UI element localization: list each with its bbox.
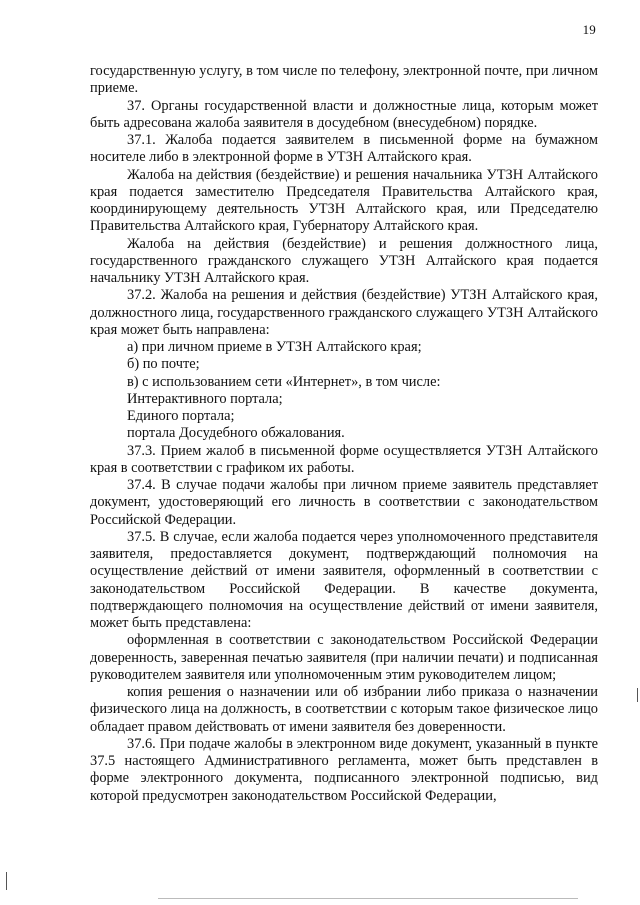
paragraph-37-1: 37.1. Жалоба подается заявителем в письменной форме на бумажном носителе либо в электронной форме в УТЗН Алтайского края.: [90, 132, 598, 166]
document-body: [90, 63, 598, 805]
paragraph-37-5: 37.5. В случае, если жалоба подается через уполномоченного представителя заявителя, предоставляется документ, подтверждающий полномочия на осуществление действий от имени заявителя, оформленный в соответствии с законодательством Российской Федерации. В качестве документа, подтверждающего полномочия на осуществление действий от имени заявителя, может быть представлена:: [90, 528, 598, 631]
list-item-unified-portal: Единого портала;: [127, 408, 235, 424]
scan-artifact-left: [6, 872, 7, 890]
paragraph-37-2: 37.2. Жалоба на решения и действия (бездействие) УТЗН Алтайского края, должностного лица, государственного гражданского служащего УТЗН Алтайского края может быть направлена:: [90, 287, 598, 338]
paragraph-complaint-official: Жалоба на действия (бездействие) и решения должностного лица, государственного гражданского служащего УТЗН Алтайского края подается начальнику УТЗН Алтайского края.: [90, 235, 598, 286]
paragraph-37-6: 37.6. При подаче жалобы в электронном виде документ, указанный в пункте 37.5 настоящего Административного регламента, может быть представлен в форме электронного документа, подписанного электронной подписью, вид которой предусмотрен законодательством Российской Федерации,: [90, 735, 598, 804]
paragraph-37: 37. Органы государственной власти и должностные лица, которым может быть адресована жалоба заявителя в досудебном (внесудебном) порядке.: [90, 97, 598, 131]
list-item-pretrial-portal: портала Досудебного обжалования.: [127, 425, 345, 442]
paragraph-appointment-copy: копия решения о назначении или об избрании либо приказа о назначении физического лица на должность, в соответствии с которым такое физическое лицо обладает правом действовать от имени заявителя без доверенности.: [90, 684, 598, 735]
paragraph-power-of-attorney: оформленная в соответствии с законодательством Российской Федерации доверенность, заверенная печатью заявителя (при наличии печати) и подписанная руководителем заявителя или уполномоченным этим руководителем лицом;: [90, 632, 598, 683]
paragraph-37-3: 37.3. Прием жалоб в письменной форме осуществляется УТЗН Алтайского края в соответствии с графиком их работы.: [90, 442, 598, 476]
paragraph-complaint-head: Жалоба на действия (бездействие) и решения начальника УТЗН Алтайского края подается заместителю Председателя Правительства Алтайского края, координирующему деятельность УТЗН Алтайского края, или Председателю Правительства Алтайского края, Губернатору Алтайского края.: [90, 166, 598, 235]
paragraph-continuation: государственную услугу, в том числе по телефону, электронной почте, при личном приеме.: [90, 63, 598, 97]
list-item-b: б) по почте;: [127, 356, 200, 373]
scan-artifact-bottom: [158, 898, 578, 899]
list-item-interactive-portal: Интерактивного портала;: [127, 390, 283, 407]
paragraph-37-4: 37.4. В случае подачи жалобы при личном приеме заявитель представляет документ, удостоверяющий его личность в соответствии с законодательством Российской Федерации.: [90, 477, 598, 528]
page-number: 19: [582, 22, 596, 37]
list-item-v: в) с использованием сети «Интернет», в том числе:: [127, 373, 441, 390]
scan-artifact-right: [637, 688, 638, 702]
list-item-a: а) при личном приеме в УТЗН Алтайского края;: [127, 339, 422, 355]
